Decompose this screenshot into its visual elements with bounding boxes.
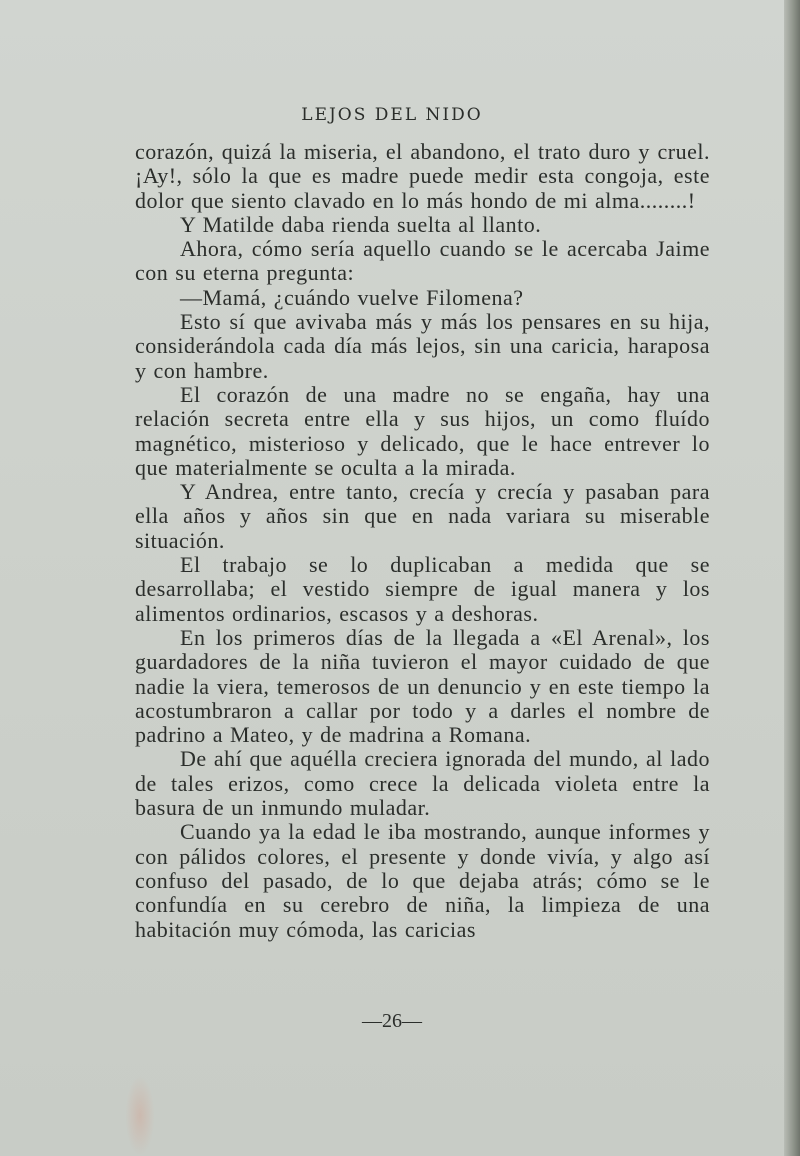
paragraph: Esto sí que avivaba más y más los pensares en su hija, considerándola cada día más lejos, sin una caricia, haraposa y con hambre. bbox=[135, 309, 710, 383]
running-header: LEJOS DEL NIDO bbox=[301, 105, 483, 125]
page-edge bbox=[784, 0, 800, 1156]
paragraph: Ahora, cómo sería aquello cuando se le acercaba Jaime con su eterna pregunta: bbox=[135, 236, 710, 286]
paper-stain bbox=[125, 1075, 155, 1156]
paragraph: El trabajo se lo duplicaban a medida que se desarrollaba; el vestido siempre de igual manera y los alimentos ordinarios, escasos y a deshoras. bbox=[135, 552, 710, 626]
paragraph: En los primeros días de la llegada a «El Arenal», los guardadores de la niña tuvieron el mayor cuidado de que nadie la viera, temerosos de un denuncio y en este tiempo la acostumbraron a callar por todo y a darles el nombre de padrino a Mateo, y de madrina a Romana. bbox=[135, 624, 710, 748]
paragraph: Y Andrea, entre tanto, crecía y crecía y pasaban para ella años y años sin que en nada variara su miserable situación. bbox=[135, 479, 710, 553]
paragraph: El corazón de una madre no se engaña, hay una relación secreta entre ella y sus hijos, un como fluído magnético, misterioso y delicado, que le hace entrever lo que materialmente se oculta a la mirada. bbox=[135, 381, 710, 480]
page-number: —26— bbox=[362, 1010, 422, 1032]
body-text bbox=[135, 140, 710, 942]
paragraph: Y Matilde daba rienda suelta al llanto. bbox=[180, 211, 542, 237]
paragraph: corazón, quizá la miseria, el abandono, el trato duro y cruel. ¡Ay!, sólo la que es madre puede medir esta congoja, este dolor que siento clavado en lo más hondo de mi alma........! bbox=[135, 139, 710, 213]
paragraph: Cuando ya la edad le iba mostrando, aunque informes y con pálidos colores, el presente y donde vivía, y algo así confuso del pasado, de lo que dejaba atrás; cómo se le confundía en su cerebro de niña, la limpieza de una habitación muy cómoda, las caricias bbox=[135, 819, 710, 942]
paragraph: De ahí que aquélla creciera ignorada del mundo, al lado de tales erizos, como crece la delicada violeta entre la basura de un inmundo muladar. bbox=[135, 746, 710, 821]
paragraph: —Mamá, ¿cuándo vuelve Filomena? bbox=[180, 284, 524, 310]
